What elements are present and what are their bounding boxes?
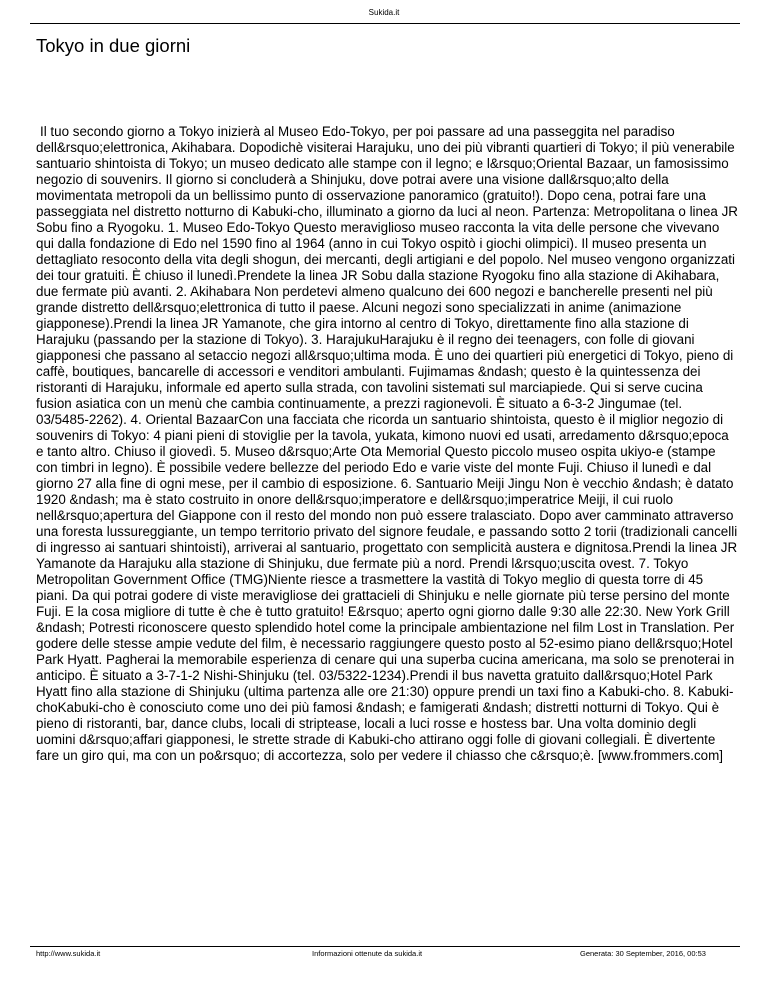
- site-header: Sukida.it: [368, 8, 400, 17]
- footer-source: Informazioni ottenute da sukida.it: [312, 949, 423, 958]
- footer-generated-date: Generata: 30 September, 2016, 00:53: [580, 949, 706, 958]
- article-title: Tokyo in due giorni: [36, 35, 191, 56]
- header-divider: [30, 23, 740, 24]
- footer-divider: [30, 946, 740, 947]
- footer-url-link[interactable]: http://www.sukida.it: [36, 949, 101, 958]
- article-body: Il tuo secondo giorno a Tokyo inizierà al Museo Edo-Tokyo, per poi passare ad una passeggita nel paradiso dell&rsquo;elettronica, Akihabara. Dopodichè visiterai Harajuku, uno dei più vibranti quartieri di Tokyo; il più venerabile santuario shintoista di Tokyo; un museo dedicato alle stampe con il legno; e l&rsquo;Oriental Bazaar, un famosissimo negozio di souvenirs. Il giorno si concluderà a Shinjuku, dove potrai avere una visione dall&rsquo;alto della movimentata metropoli da un bellissimo punto di osservazione panoramico (gratuito!). Dopo cena, potrai fare una passeggiata nel distretto notturno di Kabuki-cho, illuminato a giorno da luci al neon. Partenza: Metropolitana o linea JR Sobu fino a Ryogoku. 1. Museo Edo-Tokyo Questo meraviglioso museo racconta la vita delle persone che vivevano qui dalla fondazione di Edo nel 1590 fino al 1964 (anno in cui Tokyo ospitò i giochi olimpici). Il museo presenta un dettagliato resoconto della vita degli shogun, dei mercanti, degli artigiani e del popolo. Nel museo vengono organizzati dei tour gratuiti. È chiuso il lunedì.Prendete la linea JR Sobu dalla stazione Ryogoku fino alla stazione di Akihabara, due fermate più avanti. 2. Akihabara Non perdetevi almeno qualcuno dei 600 negozi e bancherelle presenti nel più grande distretto dell&rsquo;elettronica di tutto il paese. Alcuni negozi sono specializzati in anime (animazione giapponese).Prendi la linea JR Yamanote, che gira intorno al centro di Tokyo, direttamente fino alla stazione di Harajuku (passando per la stazione di Tokyo). 3. HarajukuHarajuku è il regno dei teenagers, con folle di giovani giapponesi che passano al setaccio negozi all&rsquo;ultima moda. È uno dei quartieri più energetici di Tokyo, pieno di caffè, boutiques, bancarelle di accessori e venditori ambulanti. Fujimamas &ndash; questo è la quintessenza dei ristoranti di Harajuku, informale ed aperto sulla strada, con tavolini sistemati sul marciapiede. Qui si serve cucina fusion asiatica con un menù che cambia continuamente, a prezzi ragionevoli. È situato a 6-3-2 Jingumae (tel. 03/5485-2262). 4. Oriental BazaarCon una facciata che ricorda un santuario shintoista, questo è il miglior negozio di souvenirs di Tokyo: 4 piani pieni di stoviglie per la tavola, yukata, kimono nuovi ed usati, arredamento d&rsquo;epoca e tanto altro. Chiuso il giovedì. 5. Museo d&rsquo;Arte Ota Memorial Questo piccolo museo ospita ukiyo-e (stampe con timbri in legno). È possibile vedere bellezze del periodo Edo e varie viste del monte Fuji. Chiuso il lunedì e dal giorno 27 alla fine di ogni mese, per il cambio di esposizione. 6. Santuario Meiji Jingu Non è vecchio &ndash; è datato 1920 &ndash; ma è stato costruito in onore dell&rsquo;imperatore e dell&rsquo;imperatrice Meiji, il cui ruolo nell&rsquo;apertura del Giappone con il resto del mondo non può essere tralasciato. Dopo aver camminato attraverso una foresta lussureggiante, un tempo territorio privato del signore feudale, e passando sotto 2 torii (tradizionali cancelli di ingresso ai santuari shintoisti), arriverai al santuario, progettato con semplicità austera e dignitosa.Prendi la linea JR Yamanote da Harajuku alla stazione di Shinjuku, due fermate più a nord. Prendi l&rsquo;uscita ovest. 7. Tokyo Metropolitan Government Office (TMG)Niente riesce a trasmettere la vastità di Tokyo meglio di questa torre di 45 piani. Da qui potrai godere di viste meravigliose dei grattacieli di Shinjuku e nelle giornate più terse persino del monte Fuji. E la cosa migliore di tutte è che è tutto gratuito! E&rsquo; aperto ogni giorno dalle 9:30 alle 22:30. New York Grill &ndash; Potresti riconoscere questo splendido hotel come la principale ambientazione nel film Lost in Translation. Per godere delle stesse ampie vedute del film, è necessario raggiungere questo posto al 52-esimo piano dell&rsquo;Hotel Park Hyatt. Pagherai la memorabile esperienza di cenare qui una superba cucina americana, ma solo se prenoterai in anticipo. È situato a 3-7-1-2 Nishi-Shinjuku (tel. 03/5322-1234).Prendi il bus navetta gratuito dall&rsquo;Hotel Park Hyatt fino alla stazione di Shinjuku (ultima partenza alle ore 21:30) oppure prendi un taxi fino a Kabuki-cho. 8. Kabuki-choKabuki-cho è conosciuto come uno dei più famosi &ndash; e famigerati &ndash; distretti notturni di Tokyo. Qui è pieno di ristoranti, bar, dance clubs, locali di striptease, locali a luci rosse e hostess bar. Una volta dominio degli uomini d&rsquo;affari giapponesi, le strette strade di Kabuki-cho attirano oggi folle di giovani collegiali. È divertente fare un giro qui, ma con un po&rsquo; di accortezza, solo per vedere il chiasso che c&rsquo;è. [www.frommers.com]: [36, 124, 738, 763]
